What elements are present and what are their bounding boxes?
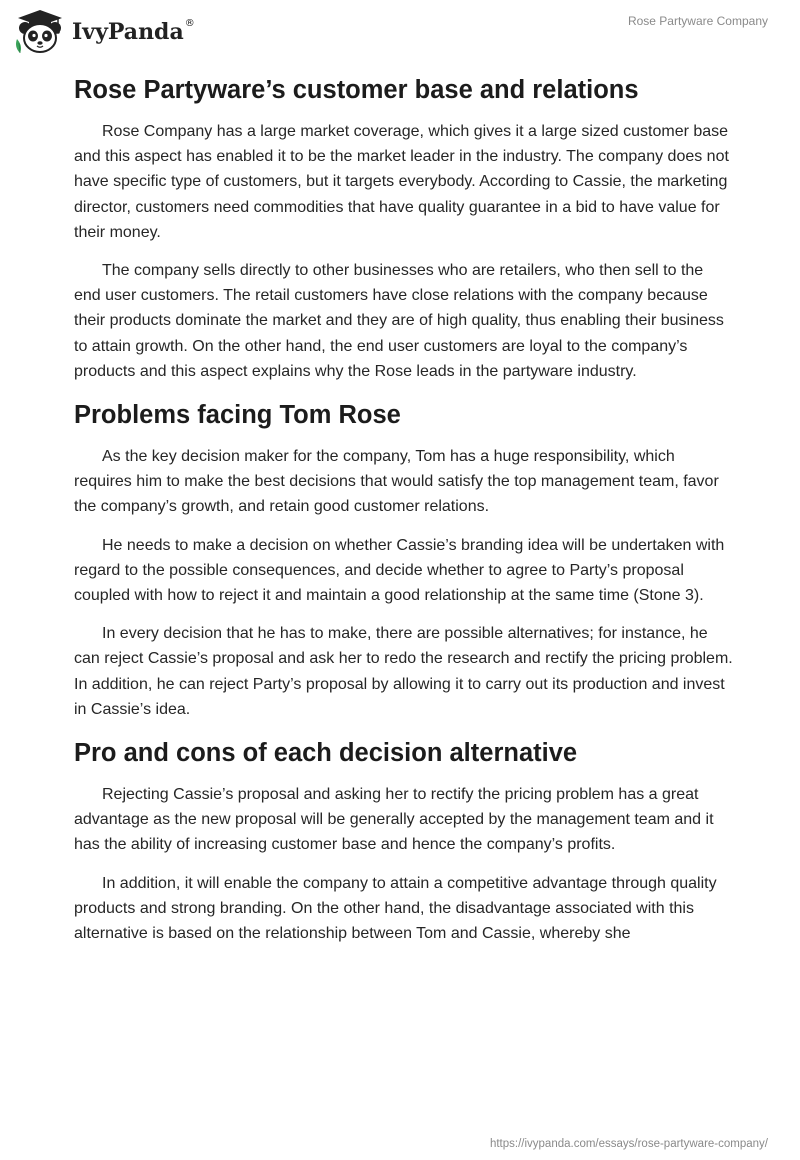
paragraph: In every decision that he has to make, there are possible alternatives; for instance, he can reject Cassie’s proposal and ask her to redo the research and rectify the pricing problem. In addition, he can reject Party’s proposal by allowing it to carry out its production and invest in Cassie’s idea. [74,625,733,718]
panda-graduate-icon [14,9,66,55]
paragraph: He needs to make a decision on whether Cassie’s branding idea will be undertaken with regard to the possible consequences, and decide whether to agree to Party’s proposal coupled with how to reject it and maintain a good relationship at the same time (Stone 3). [74,536,725,605]
section-heading-pros-cons: Pro and cons of each decision alternative [74,739,578,768]
ivypanda-logo[interactable] [14,9,195,55]
paragraph: The company sells directly to other businesses who are retailers, who then sell to the end user customers. The retail customers have close relations with the company because their products dominate the market and they are of high quality, thus enabling their business to attain growth. On the other hand, the end user customers are loyal to the company’s products and this aspect explains why the Rose leads in the partyware industry. [74,262,724,380]
paragraph: In addition, it will enable the company to attain a competitive advantage through quality products and strong branding. On the other hand, the disadvantage associated with this alternative is based on the relationship between Tom and Cassie, whereby she [74,874,717,943]
section-heading-problems: Problems facing Tom Rose [74,401,401,430]
paragraph: Rejecting Cassie’s proposal and asking her to rectify the pricing problem has a great advantage as the new proposal will be generally accepted by the management team and it has the ability of increasing customer base and hence the company’s profits. [74,786,714,854]
essay-body [74,68,734,959]
paragraph: As the key decision maker for the company, Tom has a huge responsibility, which requires him to make the best decisions that would satisfy the top management team, favor the company’s growth, and retain good customer relations. [74,448,719,516]
section-heading-customer-base: Rose Partyware’s customer base and relations [74,76,639,104]
document-title: Rose Partyware Company [627,14,768,28]
page-header [0,0,800,62]
paragraph: Rose Company has a large market coverage, which gives it a large sized customer base and this aspect has enabled it to be the market leader in the industry. The company does not have specific type of customers, but it targets everybody. According to Cassie, the marketing director, customers need commodities that have quality guarantee in a bid to have value for their money. [74,123,729,241]
source-url-link[interactable]: https://ivypanda.com/essays/rose-partyware-company/ [489,1138,768,1150]
logo-wordmark: IvyPanda [72,19,184,45]
registered-mark: ® [184,17,195,29]
